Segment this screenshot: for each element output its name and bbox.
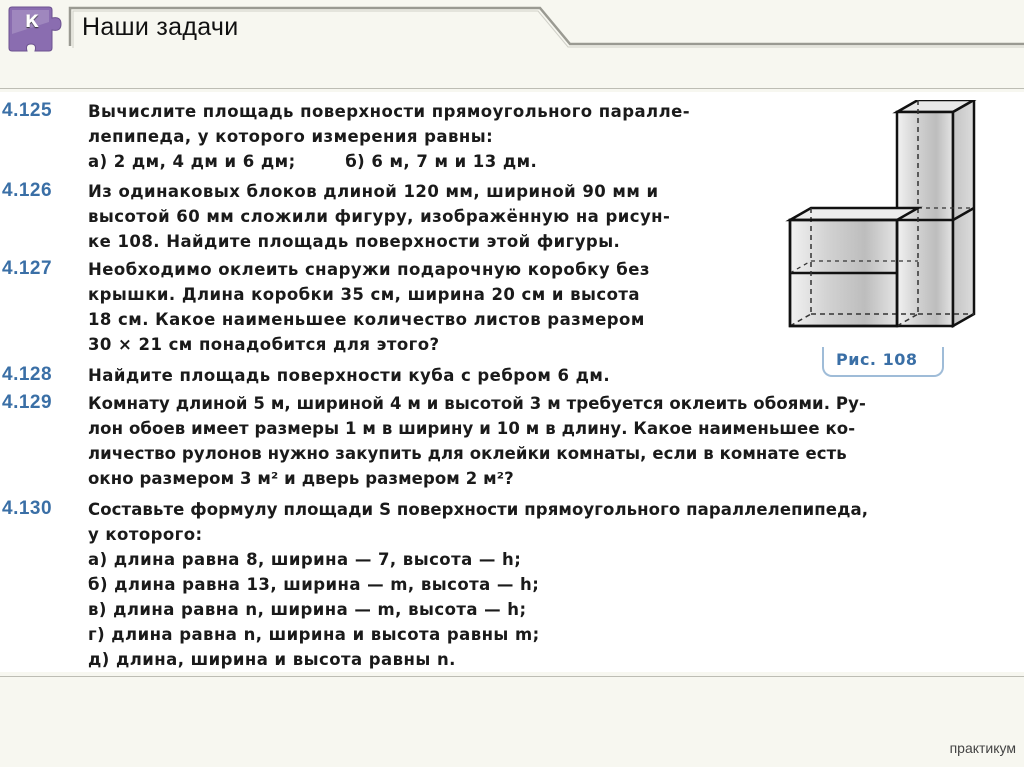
problem-number: 4.130 — [2, 498, 53, 519]
problem-text-line: ке 108. Найдите площадь поверхности этой фигуры. — [88, 232, 621, 251]
problem-number: 4.126 — [2, 180, 53, 201]
problem-text-line: 18 см. Какое наименьшее количество листов размером — [88, 310, 645, 329]
problem-text-line: высотой 60 мм сложили фигуру, изображённую на рисун- — [88, 207, 671, 226]
problem-text-line: окно размером 3 м² и дверь размером 2 м²? — [88, 469, 514, 488]
problem-text-line: личество рулонов нужно закупить для оклейки комнаты, если в комнате есть — [88, 444, 847, 463]
problem-number: 4.125 — [2, 100, 53, 121]
badge-letter: К — [25, 12, 39, 32]
problem-text-line: Вычислите площадь поверхности прямоугольного паралле- — [88, 102, 691, 121]
puzzle-icon — [5, 4, 63, 52]
header-divider — [0, 88, 1024, 89]
footer-divider — [0, 676, 1024, 677]
block-figure-illustration — [782, 100, 982, 335]
problem-text-line: Комнату длиной 5 м, шириной 4 м и высотой 3 м требуется оклеить обоями. Ру- — [88, 394, 866, 413]
problem-text-line: а) 2 дм, 4 дм и 6 дм; б) 6 м, 7 м и 13 дм. — [88, 152, 538, 171]
problem-text-line: лепипеда, у которого измерения равны: — [88, 127, 494, 146]
problem-number: 4.128 — [2, 364, 53, 385]
slide-header — [0, 0, 1024, 90]
problem-text-line: Найдите площадь поверхности куба с ребром 6 дм. — [88, 366, 611, 385]
figure-caption: Рис. 108 — [836, 350, 918, 369]
problem-text-line: Составьте формулу площади S поверхности прямоугольного параллелепипеда, — [88, 500, 869, 519]
problem-text-line: в) длина равна n, ширина — m, высота — h; — [88, 600, 527, 619]
problem-text-line: 30 × 21 см понадобится для этого? — [88, 335, 440, 354]
problem-text-line: а) длина равна 8, ширина — 7, высота — h; — [88, 550, 522, 569]
problem-text-line: крышки. Длина коробки 35 см, ширина 20 см и высота — [88, 285, 640, 304]
problem-number: 4.129 — [2, 392, 53, 413]
problem-text-line: д) длина, ширина и высота равны n. — [88, 650, 456, 669]
problem-number: 4.127 — [2, 258, 53, 279]
problem-text-line: б) длина равна 13, ширина — m, высота — h; — [88, 575, 540, 594]
problem-text-line: лон обоев имеет размеры 1 м в ширину и 10 м в длину. Какое наименьшее ко- — [88, 419, 856, 438]
problem-text-line: у которого: — [88, 525, 203, 544]
footer-label: практикум — [949, 740, 1016, 756]
problem-text-line: Из одинаковых блоков длиной 120 мм, шириной 90 мм и — [88, 182, 659, 201]
problem-text-line: г) длина равна n, ширина и высота равны m; — [88, 625, 540, 644]
page-title: Наши задачи — [82, 13, 239, 41]
problem-text-line: Необходимо оклеить снаружи подарочную коробку без — [88, 260, 650, 279]
